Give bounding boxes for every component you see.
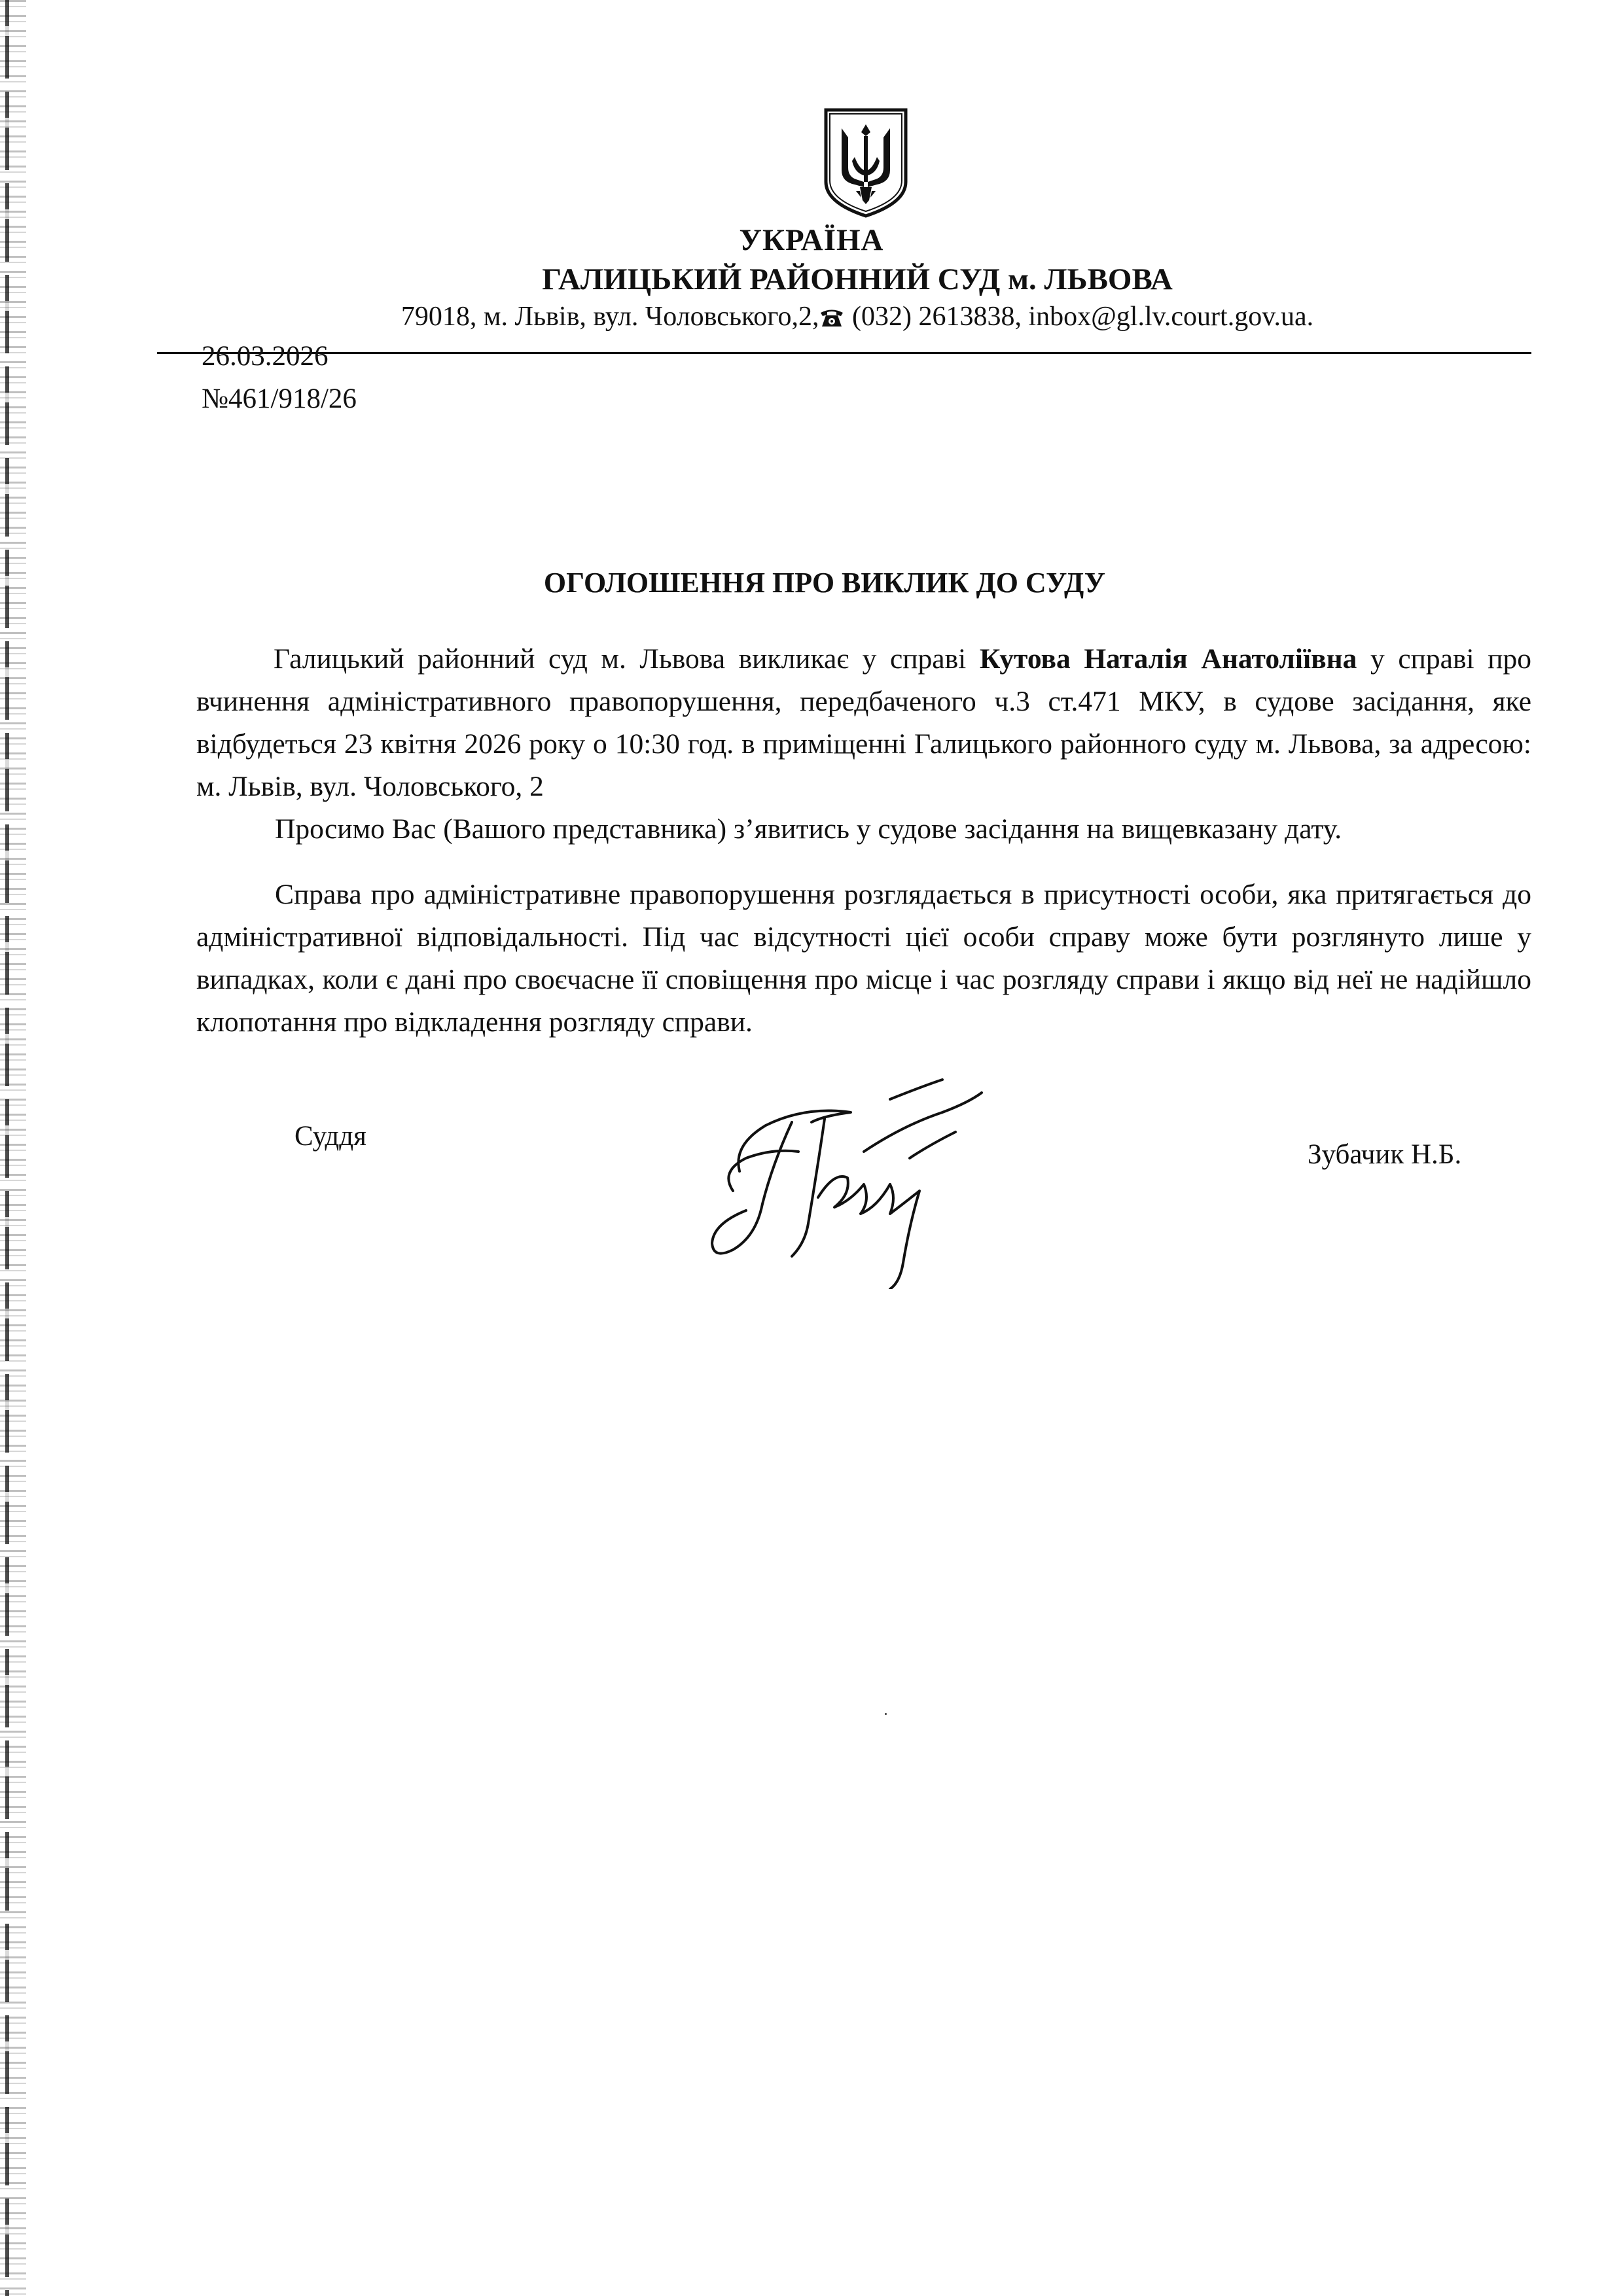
address-text: 79018, м. Львів, вул. Чоловського,2, [401, 302, 819, 332]
scan-noise-edge-line [5, 0, 9, 2296]
judge-name: Зубачик Н.Б. [1308, 1139, 1462, 1170]
telephone-icon [819, 307, 845, 328]
trident-emblem-icon [822, 105, 910, 219]
document-date: 26.03.2026 [202, 341, 329, 372]
paragraph-summons-end: у справі про вчинення адміністративного правопорушення, передбаченого ч.3 ст.471 МКУ, в судове засідання, яке відбудеться 23 квітня 2026 року о 10:30 год. в приміщенні Галицького районного суду м. Львова, за адресою: м. Львів, вул. Чоловського, 2 [196, 643, 1531, 802]
scan-noise-edge [0, 0, 26, 2296]
contact-text: (032) 2613838, inbox@gl.lv.court.gov.ua. [845, 302, 1314, 332]
header-divider [157, 352, 1531, 354]
signature-label: Суддя [294, 1121, 366, 1152]
paragraph-summons [196, 638, 1531, 808]
paragraph-notice: Справа про адміністративне правопорушення розглядається в присутності особи, яка притягається до адміністративної відповідальності. Під час відсутності цієї особи справу може бути розглянуто лише у випадках, коли є дані про своєчасне її сповіщення про місце і час розгляду справи і якщо від неї не надійшло клопотання про відкладення розгляду справи. [196, 879, 1531, 1038]
document-title: ОГОЛОШЕННЯ ПРО ВИКЛИК ДО СУДУ [543, 567, 1106, 599]
paragraph-summons-start: Галицький районний суд м. Львова викликає у справі [274, 643, 980, 675]
paragraph-request: Просимо Вас (Вашого представника) з’явитись у судове засідання на вищевказану дату. [275, 813, 1342, 845]
header-court-name: ГАЛИЦЬКИЙ РАЙОННИЙ СУД м. ЛЬВОВА [542, 262, 1173, 296]
document-body [196, 638, 1531, 1044]
handwritten-signature [694, 1073, 995, 1289]
header-country: УКРАЇНА [739, 223, 884, 257]
scan-speck [885, 1713, 887, 1715]
summoned-person-name: Кутова Наталія Анатоліївна [979, 643, 1357, 675]
document-number: №461/918/26 [202, 383, 357, 414]
header-address [0, 301, 1623, 332]
